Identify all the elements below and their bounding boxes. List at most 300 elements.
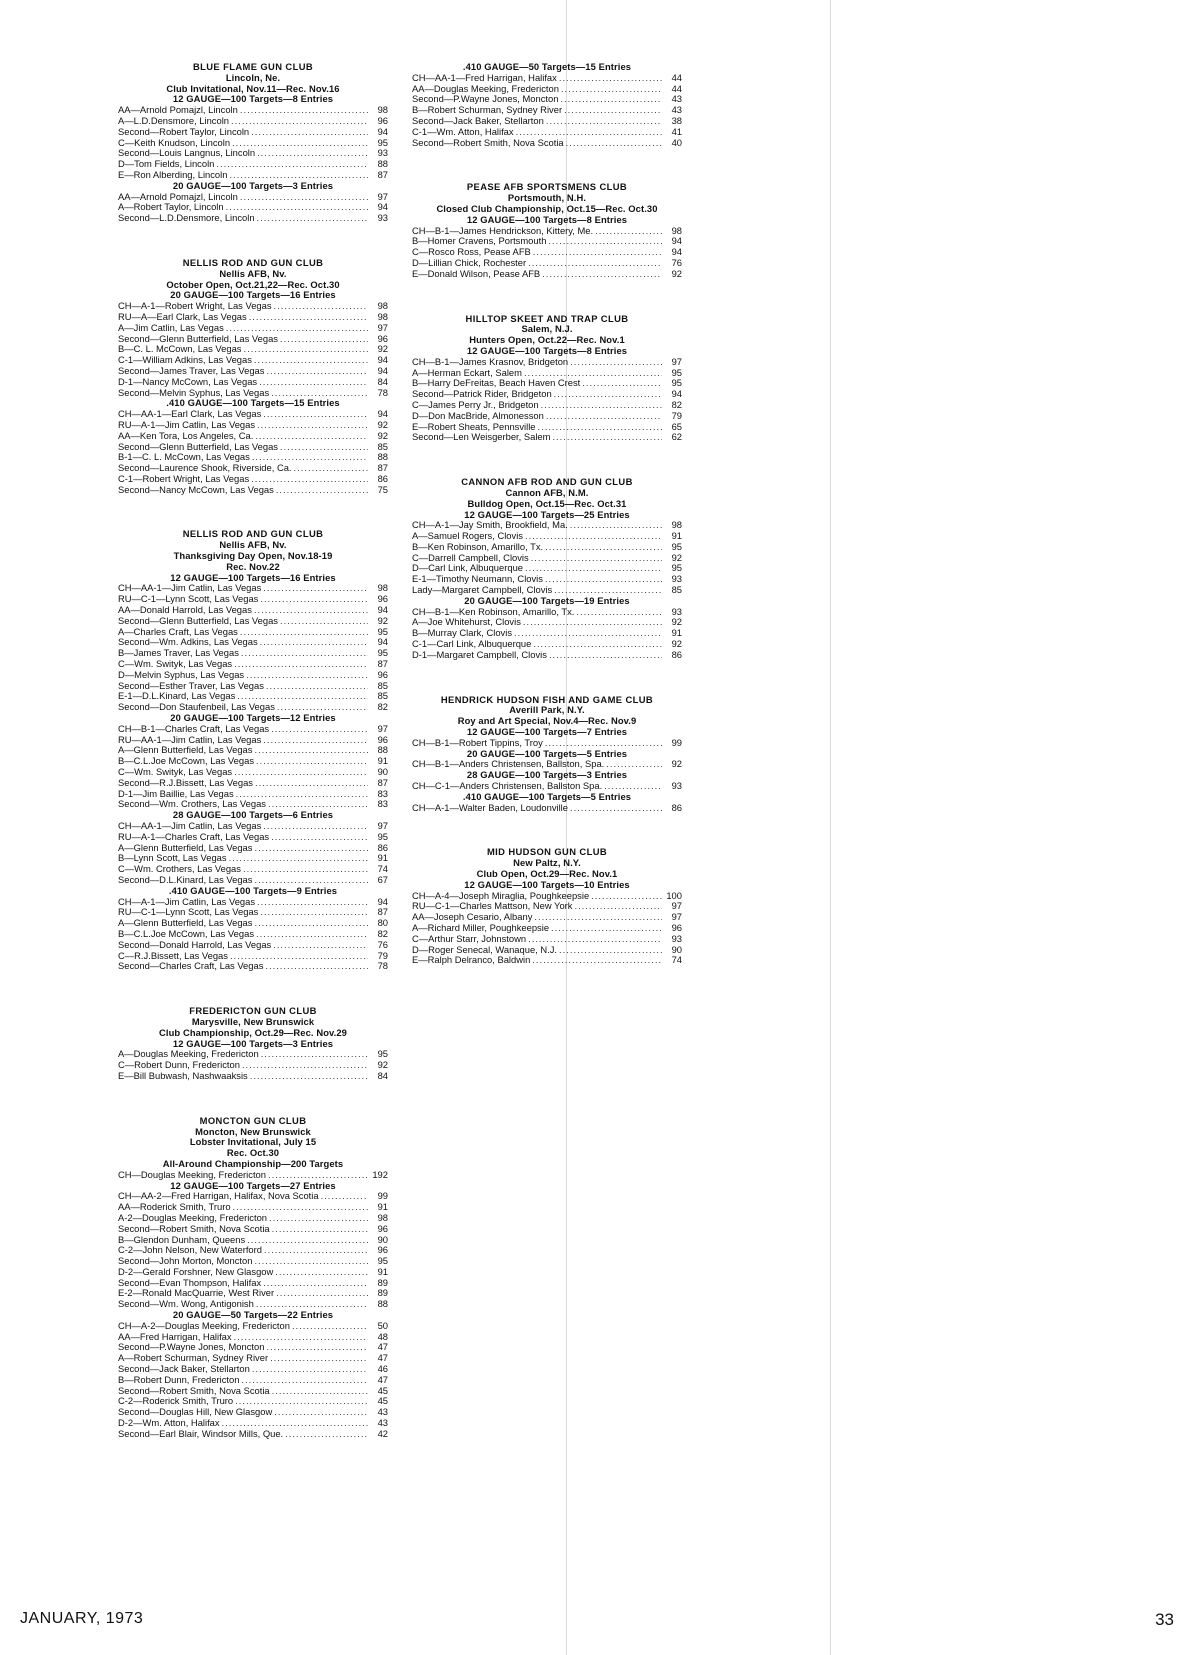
score: 97: [377, 321, 388, 333]
dot-leader: [264, 1245, 368, 1256]
shooter-entry: CH—B-1—James Hendrickson, Kittery, Me.: [412, 224, 594, 236]
result-row: [118, 431, 388, 442]
score: 92: [377, 429, 388, 441]
shooter-entry: Second—John Morton, Moncton: [118, 1255, 253, 1267]
gauge-subheader: 20 GAUGE—100 Targets—3 Entries: [172, 179, 334, 191]
score: 94: [377, 895, 388, 907]
score: 82: [377, 701, 388, 713]
score: 89: [377, 1276, 388, 1288]
result-row: [118, 961, 388, 972]
shooter-entry: Second—Robert Taylor, Lincoln: [118, 125, 250, 137]
results-column-2: [412, 62, 682, 1000]
score: 47: [377, 1373, 388, 1385]
dot-leader: [254, 745, 368, 756]
score: 98: [377, 310, 388, 322]
result-row: [412, 357, 682, 368]
club-name: PEASE AFB SPORTSMENS CLUB: [466, 181, 628, 193]
shooter-entry: E—Bill Bubwash, Nashwaaksis: [118, 1069, 248, 1081]
score: 47: [377, 1352, 388, 1364]
dot-leader: [242, 1060, 368, 1071]
shooter-entry: D-1—Jim Baillie, Las Vegas: [118, 787, 234, 799]
club-result-block: [118, 529, 388, 972]
dot-leader: [292, 1321, 368, 1332]
score: 92: [671, 616, 682, 628]
event-header-line: 12 GAUGE—100 Targets—16 Entries: [170, 571, 336, 583]
shooter-entry: Second—Len Weisgerber, Salem: [412, 431, 551, 443]
shooter-entry: B—James Traver, Las Vegas: [118, 647, 239, 659]
shooter-entry: D—Melvin Syphus, Las Vegas: [118, 668, 245, 680]
dot-leader: [533, 247, 662, 258]
dot-leader: [260, 594, 368, 605]
dot-leader: [254, 843, 368, 854]
club-name: MID HUDSON GUN CLUB: [486, 846, 608, 858]
score: 93: [377, 212, 388, 224]
dot-leader: [531, 553, 662, 564]
score: 82: [671, 398, 682, 410]
score: 96: [377, 593, 388, 605]
score: 92: [377, 418, 388, 430]
dot-leader: [285, 1429, 368, 1440]
score: 95: [377, 1048, 388, 1060]
club-result-block: [412, 695, 682, 814]
score: 95: [377, 647, 388, 659]
dot-leader: [244, 344, 369, 355]
dot-leader: [525, 563, 662, 574]
dot-leader: [272, 1224, 368, 1235]
score: 95: [377, 830, 388, 842]
score: 84: [377, 375, 388, 387]
dot-leader: [268, 1170, 368, 1181]
club-name: MONCTON GUN CLUB: [199, 1114, 307, 1126]
column-divider: [830, 0, 831, 1655]
dot-leader: [260, 907, 368, 918]
score: 96: [377, 668, 388, 680]
score: 93: [671, 605, 682, 617]
result-row: [118, 1224, 388, 1235]
result-row: [118, 213, 388, 224]
shooter-entry: CH—B-1—Anders Christensen, Ballston, Spa.: [412, 758, 605, 770]
score: 98: [377, 1211, 388, 1223]
score: 50: [377, 1319, 388, 1331]
shooter-entry: B—Robert Schurman, Sydney River: [412, 104, 563, 116]
shooter-entry: CH—A-1—Jim Catlin, Las Vegas: [118, 895, 256, 907]
score: 93: [377, 147, 388, 159]
score: 75: [377, 483, 388, 495]
dot-leader: [523, 617, 662, 628]
shooter-entry: E-2—Ronald MacQuarrie, West River: [118, 1287, 275, 1299]
score: 95: [671, 562, 682, 574]
shooter-entry: CH—AA-1—Jim Catlin, Las Vegas: [118, 582, 262, 594]
result-row: [412, 127, 682, 138]
dot-leader: [257, 213, 368, 224]
score: 96: [377, 733, 388, 745]
shooter-entry: B-1—C. L. McCown, Las Vegas: [118, 451, 250, 463]
shooter-entry: Second—Robert Smith, Nova Scotia: [118, 1384, 270, 1396]
event-header-line: Hunters Open, Oct.22—Rec. Nov.1: [469, 334, 625, 346]
score: 91: [377, 1265, 388, 1277]
dot-leader: [561, 84, 662, 95]
score: 96: [377, 332, 388, 344]
dot-leader: [545, 574, 662, 585]
shooter-entry: B—Harry DeFreitas, Beach Haven Crest: [412, 377, 581, 389]
dot-leader: [549, 650, 662, 661]
score: 76: [377, 938, 388, 950]
score: 92: [671, 758, 682, 770]
club-result-block: [118, 62, 388, 224]
shooter-entry: C—Darrell Campbell, Clovis: [412, 551, 529, 563]
dot-leader: [552, 432, 662, 443]
dot-leader: [270, 1353, 368, 1364]
dot-leader: [321, 1191, 368, 1202]
shooter-entry: A—Glenn Butterfield, Las Vegas: [118, 917, 253, 929]
shooter-entry: D-2—Gerald Forshner, New Glasgow: [118, 1265, 274, 1277]
dot-leader: [280, 442, 368, 453]
score: 95: [377, 1255, 388, 1267]
dot-leader: [528, 258, 662, 269]
shooter-entry: A—Herman Eckart, Salem: [412, 366, 522, 378]
event-header-line: Roy and Art Special, Nov.4—Rec. Nov.9: [457, 715, 637, 727]
score: 98: [377, 582, 388, 594]
gauge-subheader: .410 GAUGE—100 Targets—15 Entries: [166, 397, 340, 409]
shooter-entry: B—Murray Clark, Clovis: [412, 627, 513, 639]
result-row: [118, 1170, 388, 1181]
shooter-entry: C-1—Wm. Atton, Halifax: [412, 125, 514, 137]
score: 97: [671, 355, 682, 367]
score: 98: [671, 224, 682, 236]
result-row: [412, 934, 682, 945]
dot-leader: [263, 409, 368, 420]
score: 94: [377, 364, 388, 376]
club-name: HILLTOP SKEET AND TRAP CLUB: [465, 312, 629, 324]
event-header-line: Averill Park, N.Y.: [509, 704, 585, 716]
page-number: 33: [1155, 1610, 1174, 1629]
dot-leader: [516, 127, 662, 138]
dot-leader: [545, 542, 662, 553]
score: 90: [377, 1233, 388, 1245]
dot-leader: [538, 422, 662, 433]
shooter-entry: D—Lillian Chick, Rochester: [412, 256, 527, 268]
score: 87: [377, 462, 388, 474]
dot-leader: [570, 520, 662, 531]
score: 85: [377, 679, 388, 691]
score: 42: [377, 1427, 388, 1439]
shooter-entry: Second—Wm. Adkins, Las Vegas: [118, 636, 258, 648]
club-header: [412, 314, 682, 357]
dot-leader: [266, 1342, 368, 1353]
dot-leader: [240, 192, 368, 203]
club-result-block: [412, 847, 682, 966]
score: 94: [377, 636, 388, 648]
score: 84: [377, 1069, 388, 1081]
dot-leader: [576, 607, 662, 618]
shooter-entry: A—L.D.Densmore, Lincoln: [118, 114, 229, 126]
score: 90: [377, 766, 388, 778]
event-header-line: Lobster Invitational, July 15: [189, 1136, 317, 1148]
shooter-entry: Second—Esther Traver, Las Vegas: [118, 679, 264, 691]
score: 74: [377, 863, 388, 875]
dot-leader: [595, 226, 662, 237]
shooter-entry: Second—Don Staufenbeil, Las Vegas: [118, 701, 275, 713]
dot-leader: [226, 323, 368, 334]
score: 98: [377, 300, 388, 312]
event-header-line: All-Around Championship—200 Targets: [162, 1157, 344, 1169]
shooter-entry: CH—AA-2—Fred Harrigan, Halifax, Nova Scotia: [118, 1190, 319, 1202]
shooter-entry: Second—Wm. Crothers, Las Vegas: [118, 798, 266, 810]
shooter-entry: AA—Arnold Pomajzl, Lincoln: [118, 190, 238, 202]
shooter-entry: B—Robert Dunn, Fredericton: [118, 1373, 240, 1385]
shooter-entry: A—Jim Catlin, Las Vegas: [118, 321, 224, 333]
dot-leader: [259, 377, 368, 388]
dot-leader: [559, 73, 662, 84]
dot-leader: [256, 756, 368, 767]
shooter-entry: C—Rosco Ross, Pease AFB: [412, 246, 531, 258]
dot-leader: [546, 411, 662, 422]
dot-leader: [564, 105, 662, 116]
shooter-entry: C-2—Roderick Smith, Truro: [118, 1395, 234, 1407]
shooter-entry: C—R.J.Bissett, Las Vegas: [118, 949, 228, 961]
score: 92: [671, 551, 682, 563]
event-header-line: 12 GAUGE—100 Targets—8 Entries: [466, 344, 628, 356]
score: 88: [377, 744, 388, 756]
shooter-entry: A—Douglas Meeking, Fredericton: [118, 1048, 259, 1060]
shooter-entry: E—Donald Wilson, Pease AFB: [412, 267, 541, 279]
dot-leader: [276, 485, 368, 496]
dot-leader: [275, 1267, 368, 1278]
event-header-line: Closed Club Championship, Oct.15—Rec. Oct.30: [436, 202, 658, 214]
score: 45: [377, 1395, 388, 1407]
event-header-line: Thanksgiving Day Open, Nov.18-19: [173, 550, 333, 562]
dot-leader: [229, 853, 368, 864]
club-header: [412, 182, 682, 225]
score: 43: [377, 1406, 388, 1418]
dot-leader: [255, 778, 368, 789]
dot-leader: [243, 864, 368, 875]
result-row: [118, 832, 388, 843]
score: 86: [671, 648, 682, 660]
dot-leader: [252, 1364, 368, 1375]
shooter-entry: AA—Arnold Pomajzl, Lincoln: [118, 104, 238, 116]
event-header-line: 12 GAUGE—100 Targets—7 Entries: [466, 726, 628, 738]
dot-leader: [250, 1071, 368, 1082]
score: 95: [671, 377, 682, 389]
shooter-entry: C—Keith Knudson, Lincoln: [118, 136, 231, 148]
shooter-entry: Second—Robert Smith, Nova Scotia: [118, 1222, 270, 1234]
shooter-entry: RU—C-1—Lynn Scott, Las Vegas: [118, 906, 259, 918]
score: 83: [377, 798, 388, 810]
dot-leader: [257, 897, 368, 908]
shooter-entry: D—Tom Fields, Lincoln: [118, 158, 215, 170]
shooter-entry: CH—AA-1—Jim Catlin, Las Vegas: [118, 820, 262, 831]
score: 87: [377, 658, 388, 670]
event-header-line: 12 GAUGE—100 Targets—8 Entries: [466, 213, 628, 225]
score: 85: [377, 440, 388, 452]
dot-leader: [263, 821, 368, 832]
shooter-entry: B—Homer Cravens, Portsmouth: [412, 235, 547, 247]
shooter-entry: RU—AA-1—Jim Catlin, Las Vegas: [118, 733, 262, 745]
shooter-entry: RU—A-1—Jim Catlin, Las Vegas: [118, 418, 256, 430]
shooter-entry: AA—Fred Harrigan, Halifax: [118, 1330, 232, 1342]
dot-leader: [254, 355, 368, 366]
dot-leader: [274, 301, 368, 312]
shooter-entry: D-2—Wm. Atton, Halifax: [118, 1417, 220, 1429]
score: 74: [671, 954, 682, 966]
result-row: [118, 940, 388, 951]
shooter-entry: Second—Earl Blair, Windsor Mills, Que.: [118, 1427, 284, 1439]
dot-leader: [263, 735, 368, 746]
score: 76: [671, 256, 682, 268]
shooter-entry: Second—Evan Thompson, Halifax: [118, 1276, 262, 1288]
shooter-entry: C-2—John Nelson, New Waterford: [118, 1244, 262, 1256]
dot-leader: [591, 891, 662, 902]
score: 62: [671, 431, 682, 443]
result-row: [118, 778, 388, 789]
score: 86: [377, 841, 388, 853]
shooter-entry: CH—B-1—Ken Robinson, Amarillo, Tx.: [412, 605, 575, 617]
score: 97: [377, 722, 388, 734]
shooter-entry: C-1—Robert Wright, Las Vegas: [118, 472, 250, 484]
event-header-line: Nellis AFB, Nv.: [219, 267, 287, 279]
dot-leader: [582, 378, 662, 389]
event-header-line: Portsmouth, N.H.: [507, 192, 587, 204]
dot-leader: [240, 105, 368, 116]
dot-leader: [528, 934, 662, 945]
shooter-entry: E-1—Timothy Neumann, Clovis: [412, 573, 543, 585]
shooter-entry: Second—Douglas Hill, New Glasgow: [118, 1406, 273, 1418]
dot-leader: [241, 648, 368, 659]
dot-leader: [551, 923, 662, 934]
score: 79: [377, 949, 388, 961]
score: 192: [372, 1168, 388, 1180]
club-header: [412, 695, 682, 738]
result-row: [412, 955, 682, 966]
shooter-entry: Second—Patrick Rider, Bridgeton: [412, 388, 552, 400]
score: 94: [377, 408, 388, 420]
shooter-entry: Second—Glenn Butterfield, Las Vegas: [118, 332, 278, 344]
event-header-line: Nellis AFB, Nv.: [219, 539, 287, 551]
shooter-entry: Second—Donald Harrold, Las Vegas: [118, 938, 272, 950]
gauge-subheader: .410 GAUGE—100 Targets—5 Entries: [462, 790, 632, 802]
shooter-entry: Second—P.Wayne Jones, Moncton: [412, 93, 559, 105]
score: 88: [377, 1298, 388, 1310]
score: 38: [671, 114, 682, 126]
result-row: [412, 432, 682, 443]
event-header-line: Lincoln, Ne.: [225, 71, 281, 83]
dot-leader: [266, 681, 368, 692]
shooter-entry: E-1—D.L.Kinard, Las Vegas: [118, 690, 236, 702]
shooter-entry: A-2—Douglas Meeking, Fredericton: [118, 1211, 268, 1223]
dot-leader: [246, 670, 368, 681]
dot-leader: [542, 269, 662, 280]
club-header: [118, 529, 388, 583]
dot-leader: [276, 1288, 368, 1299]
score: 91: [377, 852, 388, 864]
event-header-line: October Open, Oct.21,22—Rec. Oct.30: [166, 278, 340, 290]
dot-leader: [251, 127, 368, 138]
score: 47: [377, 1341, 388, 1353]
result-row: [118, 1429, 388, 1440]
shooter-entry: AA—Douglas Meeking, Fredericton: [412, 82, 559, 94]
shooter-entry: Second—L.D.Densmore, Lincoln: [118, 212, 255, 224]
score: 82: [377, 927, 388, 939]
shooter-entry: AA—Ken Tora, Los Angeles, Ca.: [118, 429, 254, 441]
shooter-entry: RU—A—Earl Clark, Las Vegas: [118, 310, 247, 322]
dot-leader: [525, 531, 662, 542]
shooter-entry: D-1—Nancy McCown, Las Vegas: [118, 375, 258, 387]
event-header-line: Rec. Oct.30: [226, 1147, 280, 1159]
club-result-block: [412, 62, 682, 148]
gauge-subheader: 20 GAUGE—100 Targets—5 Entries: [466, 747, 628, 759]
score: 44: [671, 71, 682, 83]
event-header-line: Bulldog Open, Oct.15—Rec. Oct.31: [467, 497, 627, 509]
score: 94: [671, 388, 682, 400]
shooter-entry: C-1—William Adkins, Las Vegas: [118, 354, 252, 366]
result-row: [412, 411, 682, 422]
dot-leader: [533, 639, 662, 650]
event-header-line: Salem, N.J.: [521, 323, 573, 335]
shooter-entry: Second—James Traver, Las Vegas: [118, 364, 265, 376]
dot-leader: [294, 463, 368, 474]
event-header-line: .410 GAUGE—50 Targets—15 Entries: [462, 61, 632, 72]
event-header-line: Moncton, New Brunswick: [195, 1125, 311, 1137]
result-row: [412, 269, 682, 280]
shooter-entry: E—Ron Alberding, Lincoln: [118, 168, 228, 180]
score: 97: [377, 820, 388, 831]
score: 45: [377, 1384, 388, 1396]
result-row: [118, 485, 388, 496]
score: 94: [377, 201, 388, 213]
event-header-line: Club Championship, Oct.29—Rec. Nov.29: [159, 1026, 347, 1038]
score: 86: [377, 472, 388, 484]
shooter-entry: CH—Douglas Meeking, Fredericton: [118, 1168, 266, 1180]
shooter-entry: CH—A-1—Robert Wright, Las Vegas: [118, 300, 272, 312]
score: 87: [377, 906, 388, 918]
club-result-block: [412, 314, 682, 444]
shooter-entry: CH—AA-1—Fred Harrigan, Halifax: [412, 71, 557, 83]
event-header-line: Rec. Nov.22: [226, 560, 280, 572]
shooter-entry: B—Ken Robinson, Amarillo, Tx.: [412, 540, 544, 552]
dot-leader: [534, 912, 662, 923]
event-header-line: 12 GAUGE—100 Targets—25 Entries: [464, 508, 630, 520]
shooter-entry: D—Don MacBride, Almonesson: [412, 409, 544, 421]
result-row: [118, 323, 388, 334]
issue-date: JANUARY, 1973: [20, 1610, 144, 1627]
shooter-entry: Second—R.J.Bissett, Las Vegas: [118, 776, 253, 788]
shooter-entry: RU—A-1—Charles Craft, Las Vegas: [118, 830, 270, 842]
score: 95: [671, 540, 682, 552]
dot-leader: [254, 918, 368, 929]
event-header-line: New Paltz, N.Y.: [513, 857, 581, 869]
score: 65: [671, 420, 682, 432]
dot-leader: [261, 1049, 368, 1060]
result-row: [118, 377, 388, 388]
result-row: [412, 650, 682, 661]
gauge-subheader: 28 GAUGE—100 Targets—3 Entries: [466, 769, 628, 781]
shooter-entry: E—Robert Sheats, Pennsville: [412, 420, 536, 432]
shooter-entry: CH—AA-1—Earl Clark, Las Vegas: [118, 408, 262, 420]
result-row: [412, 138, 682, 149]
shooter-entry: A—Glenn Butterfield, Las Vegas: [118, 841, 253, 853]
club-name: FREDERICTON GUN CLUB: [189, 1005, 317, 1017]
score: 87: [377, 168, 388, 180]
dot-leader: [272, 1386, 368, 1397]
score: 95: [377, 625, 388, 637]
shooter-entry: C—Arthur Starr, Johnstown: [412, 932, 527, 944]
shooter-entry: AA—Joseph Cesario, Albany: [412, 911, 533, 923]
gauge-subheader: 28 GAUGE—100 Targets—6 Entries: [172, 809, 334, 821]
score: 88: [377, 158, 388, 170]
club-name: HENDRICK HUDSON FISH AND GAME CLUB: [440, 693, 654, 705]
dot-leader: [280, 616, 368, 627]
